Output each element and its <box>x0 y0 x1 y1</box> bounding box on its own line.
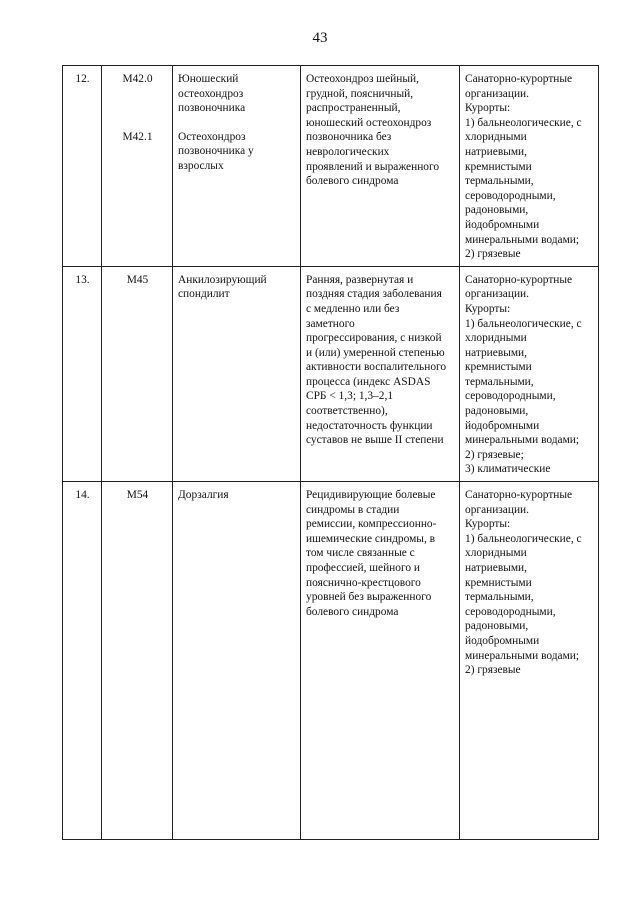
row-number: 13. <box>63 266 102 481</box>
icd-code: M45 <box>126 273 149 286</box>
row-number: 12. <box>63 66 102 267</box>
description-text: Остеохондроз шейный, грудной, поясничный, распространенный, юношеский остеохондроз позвоночника без неврологических проявлений и выраженного болевого синдрома <box>306 73 440 188</box>
icd-code-cell <box>102 266 173 481</box>
treatment-cell <box>460 66 599 267</box>
description-text: Ранняя, развернутая и поздняя стадия заболевания с медленно или без заметного прогрессирования, с низкой и (или) умеренной степенью активности воспалительного процесса (индекс ASDAS СРБ < 1,3; 1,3–2,1 соответственно), недостаточность функции суставов не выше II степени <box>306 273 447 447</box>
description-cell <box>301 266 460 481</box>
indications-table <box>62 65 599 840</box>
treatment-cell <box>460 482 599 840</box>
treatment-text: Санаторно-курортные организации. Курорты: 1) бальнеологические, с хлоридными натриевыми, кремнистыми термальными, сероводородными, радоновыми, йодобромными минеральными водами; 2) грязевые <box>465 73 582 261</box>
description-cell <box>301 66 460 267</box>
description-cell <box>301 482 460 840</box>
icd-code: M42.0 <box>122 73 153 85</box>
diagnosis-cell <box>173 66 301 267</box>
icd-code: M54 <box>126 489 149 502</box>
table-row <box>63 66 599 267</box>
diagnosis-cell <box>173 266 301 481</box>
table-row <box>63 266 599 481</box>
treatment-text: Санаторно-курортные организации. Курорты: 1) бальнеологические, с хлоридными натриевыми, кремнистыми термальными, сероводородными, радоновыми, йодобромными минеральными водами; 2) грязевые <box>465 489 582 677</box>
icd-code-cell <box>102 482 173 840</box>
row-number: 14. <box>63 482 102 840</box>
treatment-cell <box>460 266 599 481</box>
diagnosis-name: Остеохондроз позвоночника у взрослых <box>178 130 254 172</box>
diagnosis-name: Анкилозирующий спондилит <box>178 273 267 301</box>
icd-code: M42.1 <box>122 130 153 143</box>
treatment-text: Санаторно-курортные организации. Курорты: 1) бальнеологические, с хлоридными натриевыми, кремнистыми термальными, сероводородными, радоновыми, йодобромными минеральными водами; 2) грязевые; 3) климатические <box>465 273 582 476</box>
diagnosis-name: Юношеский остеохондроз позвоночника <box>178 73 246 115</box>
description-text: Рецидивирующие болевые синдромы в стадии ремиссии, компрессионно- ишемические синдромы, в том числе связанные с профессией, шейного и пояснично-крестцового уровней без выраженного болевого синдрома <box>306 489 437 618</box>
table-row <box>63 482 599 840</box>
diagnosis-name: Дорзалгия <box>178 489 229 502</box>
page-number: 43 <box>312 30 328 46</box>
icd-code-cell <box>102 66 173 267</box>
diagnosis-cell <box>173 482 301 840</box>
